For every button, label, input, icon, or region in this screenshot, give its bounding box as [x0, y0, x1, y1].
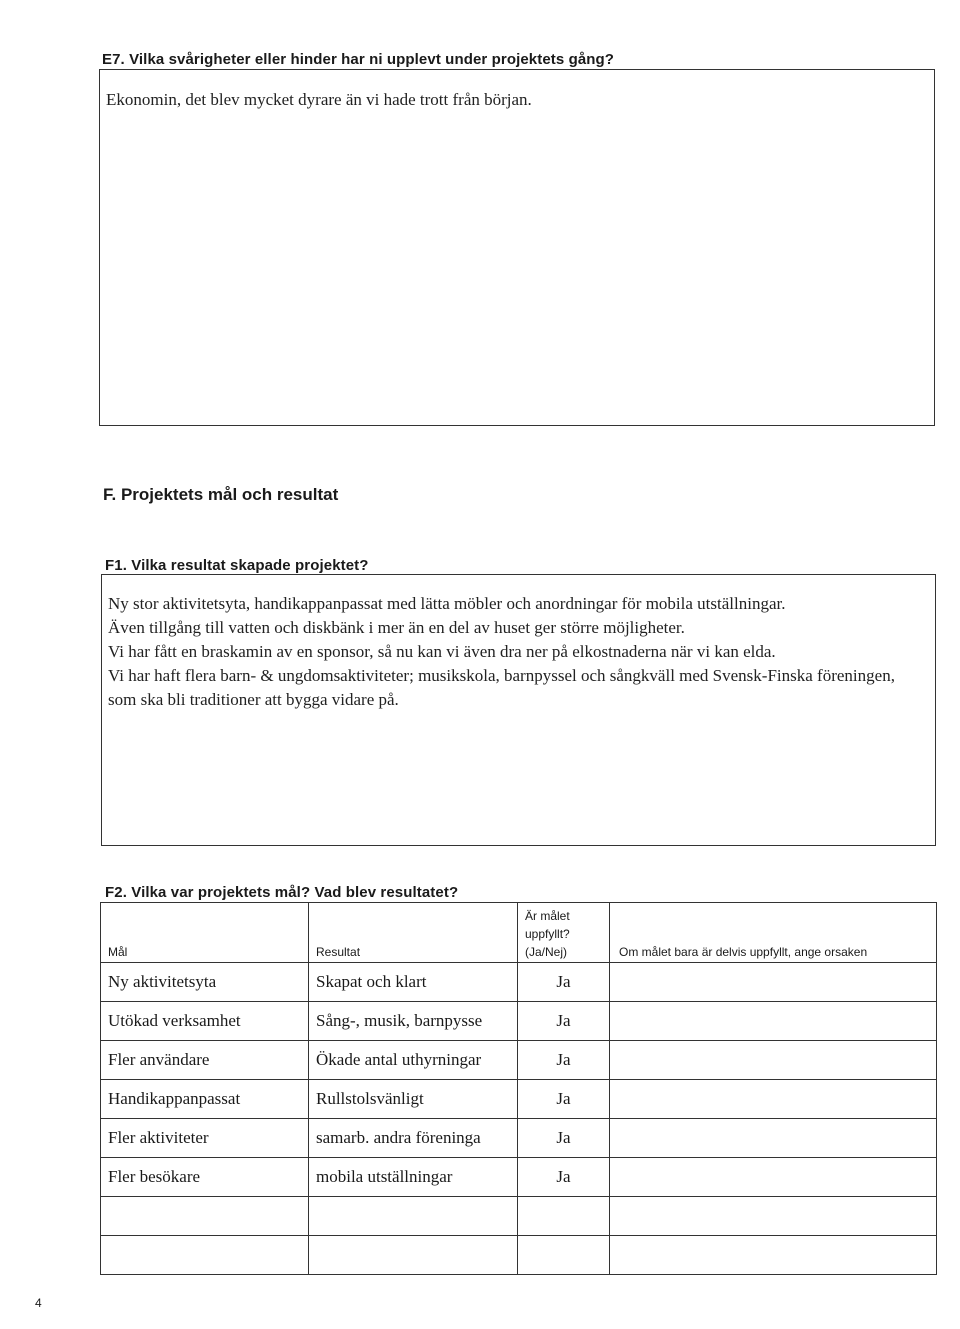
header-goal: Mål — [101, 903, 309, 963]
question-f1-heading: F1. Vilka resultat skapade projektet? — [105, 557, 369, 574]
cell-reason[interactable] — [610, 963, 937, 1002]
section-f-title: F. Projektets mål och resultat — [103, 485, 339, 504]
cell-met[interactable]: Ja — [518, 1158, 610, 1197]
table-row — [101, 963, 937, 1002]
cell-goal[interactable] — [101, 1236, 309, 1275]
cell-result[interactable]: mobila utställningar — [309, 1158, 518, 1197]
cell-reason[interactable] — [610, 1197, 937, 1236]
header-result: Resultat — [309, 903, 518, 963]
cell-goal[interactable]: Ny aktivitetsyta — [101, 963, 309, 1002]
cell-reason[interactable] — [610, 1158, 937, 1197]
table-row — [101, 1080, 937, 1119]
cell-reason[interactable] — [610, 1080, 937, 1119]
answer-f1-line: Vi har fått en braskamin av en sponsor, så nu kan vi även dra ner på elkostnaderna när vi kan elda. — [108, 642, 776, 661]
answer-e7-box[interactable] — [99, 69, 935, 426]
answer-f1-line: Vi har haft flera barn- & ungdomsaktiviteter; musikskola, barnpyssel och sångkväll med Svensk-Finska föreningen, som ska bli traditioner att bygga vidare på. — [108, 666, 895, 709]
cell-goal[interactable]: Fler användare — [101, 1041, 309, 1080]
cell-goal[interactable]: Utökad verksamhet — [101, 1002, 309, 1041]
answer-e7-text: Ekonomin, det blev mycket dyrare än vi hade trott från början. — [106, 90, 532, 109]
table-row — [101, 1002, 937, 1041]
table-row — [101, 1041, 937, 1080]
cell-result[interactable]: samarb. andra föreninga — [309, 1119, 518, 1158]
cell-met[interactable]: Ja — [518, 1041, 610, 1080]
cell-met[interactable]: Ja — [518, 963, 610, 1002]
cell-goal[interactable]: Fler aktiviteter — [101, 1119, 309, 1158]
table-row — [101, 1119, 937, 1158]
header-met: Är målet uppfyllt? (Ja/Nej) — [518, 903, 610, 963]
answer-f1-line: Ny stor aktivitetsyta, handikappanpassat med lätta möbler och anordningar för mobila utställningar. — [108, 594, 786, 613]
cell-result[interactable] — [309, 1236, 518, 1275]
cell-met[interactable] — [518, 1197, 610, 1236]
cell-met[interactable] — [518, 1236, 610, 1275]
cell-goal[interactable]: Handikappanpassat — [101, 1080, 309, 1119]
cell-result[interactable]: Rullstolsvänligt — [309, 1080, 518, 1119]
cell-result[interactable]: Skapat och klart — [309, 963, 518, 1002]
question-f2-heading: F2. Vilka var projektets mål? Vad blev resultatet? — [105, 884, 459, 901]
table-row — [101, 1236, 937, 1275]
page-number: 4 — [35, 1296, 42, 1310]
cell-met[interactable]: Ja — [518, 1080, 610, 1119]
cell-result[interactable]: Ökade antal uthyrningar — [309, 1041, 518, 1080]
cell-reason[interactable] — [610, 1119, 937, 1158]
cell-reason[interactable] — [610, 1002, 937, 1041]
cell-met[interactable]: Ja — [518, 1119, 610, 1158]
question-e7-heading: E7. Vilka svårigheter eller hinder har ni upplevt under projektets gång? — [102, 51, 615, 68]
cell-goal[interactable]: Fler besökare — [101, 1158, 309, 1197]
cell-result[interactable] — [309, 1197, 518, 1236]
header-reason: Om målet bara är delvis uppfyllt, ange orsaken — [610, 903, 937, 963]
table-row — [101, 1197, 937, 1236]
cell-met[interactable]: Ja — [518, 1002, 610, 1041]
cell-reason[interactable] — [610, 1041, 937, 1080]
cell-goal[interactable] — [101, 1197, 309, 1236]
answer-f1-line: Även tillgång till vatten och diskbänk i mer än en del av huset ger större möjligheter. — [108, 618, 685, 637]
answer-f1-text — [108, 592, 926, 712]
goals-table — [100, 902, 937, 1275]
cell-reason[interactable] — [610, 1236, 937, 1275]
cell-result[interactable]: Sång-, musik, barnpysse — [309, 1002, 518, 1041]
table-row — [101, 1158, 937, 1197]
goals-table-header-row — [101, 903, 937, 963]
